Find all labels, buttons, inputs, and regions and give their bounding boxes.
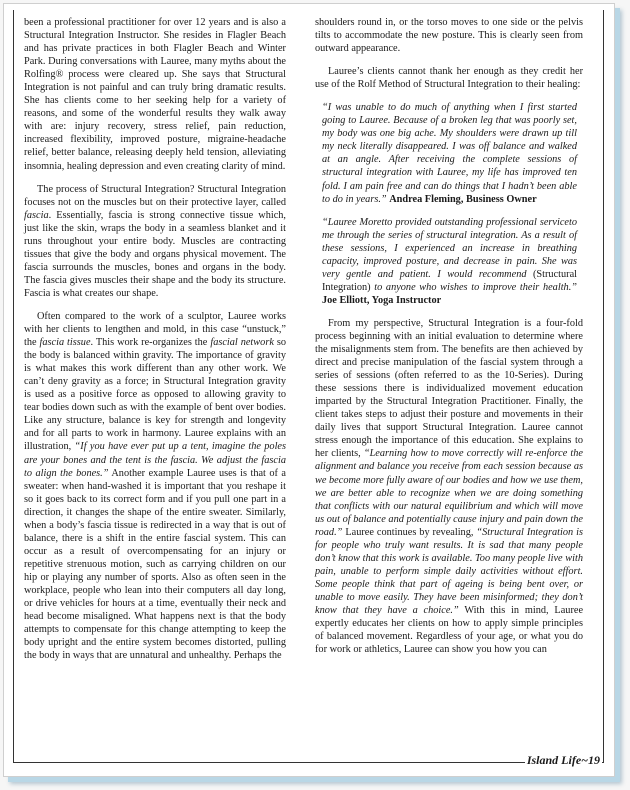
left-paragraph-3: Often compared to the work of a sculptor, Lauree works with her clients to lengthen and mold, in this case “unstuck,” the fascia tissue. This work re-organizes the fascial network so the body is balanced within gravity. The importance of gravity is what makes this work different than any other work. We can’t deny gravity as a force; in Structural Integration gravity is used as a positive force as opposed to allowing gravity to tear bodies down such as with the example of bent over bodies. Like any structure, balance is key for strength and longevity and for all parts to work in harmony. Lauree explains with an illustration, “If you have ever put up a tent, imagine the poles are your bones and the tent is the fascia. We adjust the fascia to align the bones.” Another example Lauree uses is that of a sweater: when hand-washed it is important that you reshape it so it goes back to its correct form and if you pull one part in a direction, it changes the shape of the entire sweater. Similarly, when a body’s fascia tissue is redirected in a way that is out of balance, there is a shift in the entire fascial system. This can occur as a result of overcompensating for an injury or repetitive strenuous motion, such as carrying children on our hip or playing any number of sports. Also as often seen in the workplace, people who lean into their computers all day long, or drive vehicles for hours at a time, eventually their neck and head become misaligned. What happens next is that the body attempts to compensate for this change attempting to keep the body upright and the entire system becomes distorted, pulling the body in ways that are unnatural and unhealthy. Perhaps the <box>24 310 287 662</box>
right-paragraph-3: From my perspective, Structural Integration is a four-fold process beginning with an initial evaluation to determine where the misalignments stem from. The benefits are then achieved by direct and precise manipulation of the fascial system through a series of sessions (often referred to as the 10-Series). During these sessions there is individualized movement education imparted by the Structural Integration Practitioner. Finally, the client takes steps to adjust their posture and movements in their daily lives that support Structural Integration. Lauree cannot stress enough the importance of this education. She explains to her clients, “Learning how to move correctly will re-enforce the alignment and balance you receive from each session because as we become more fully aware of our bodies and how we use them, we are better able to recognize when we are doing something that conflicts with our natural equilibrium and which will move us out of balance and potentially cause injury and pain down the road.” Lauree continues by revealing, “Structural Integration is for people who truly want results. It is sad that many people don’t know that this work is available. Too many people live with pain, unable to perform simple daily activities without effort. Some people think that part of ageing is being bent over, or unable to move easily. They have been misinformed; they don’t know that they have a choice.” With this in mind, Lauree expertly educates her clients on how to apply simple principles of balanced movement. Regardless of your age, or what you do for work or athletics, Lauree can show you how you can <box>315 317 584 656</box>
magazine-page <box>3 3 615 777</box>
right-paragraph-1: shoulders round in, or the torso moves to one side or the pelvis tilts to accommodate the new posture. This is clearly seen from outward appearance. <box>315 17 583 55</box>
left-paragraph-1: been a professional practitioner for over 12 years and is also a Structural Integration Instructor. She resides in Flagler Beach and has private practices in both Flagler Beach and Winter Park. During conversations with Lauree, many myths about the Rolfing® process were cleared up. She says that Structural Integration is not painful and can truly bring dramatic results. She has clients come to her seeking help for a variety of reasons, and some of the wonderful results they walk away with are: injury recovery, stress relief, pain reduction, increased flexibility, improved posture, migraine-headache relief, better balance, releasing deeply held tension, alleviating insomnia, healing depression and even creating clarity of mind. <box>24 17 286 172</box>
right-paragraph-2: Lauree’s clients cannot thank her enough as they credit her use of the Rolf Method of Structural Integration to their healing: <box>315 66 583 91</box>
testimonial-2-author: Joe Elliott, Yoga Instructor <box>322 294 442 306</box>
testimonial-1: “I was unable to do much of anything when I first started going to Lauree. Because of a broken leg that was poorly set, my body was one big ache. My shoulders were drawn up till my neck literally disappeared. I was off balance and walked at an angle. After receiving the complete sessions of structural integration with Lauree, my life has improved ten fold. I am pain free and can do things that I hadn’t been able to do in years.” Andrea Fleming, Business Owner <box>322 102 577 205</box>
left-column <box>24 16 286 672</box>
testimonial-1-author: Andrea Fleming, Business Owner <box>389 193 537 205</box>
right-column <box>315 16 583 666</box>
testimonial-2: “Lauree Moretto provided outstanding professional serviceto me through the series of structural integration. As a result of these sessions, I experienced an increase in breathing capacity, improved posture, and decrease in pain. She was very gentle and patient. I would recommend (Structural Integration) to anyone who wishes to improve their health.” Joe Elliott, Yoga Instructor <box>322 216 578 306</box>
left-paragraph-2: The process of Structural Integration? Structural Integration focuses not on the muscles but on their protective layer, called fascia. Essentially, fascia is strong connective tissue which, just like the skin, wraps the body in a seamless blanket and it runs throughout your entire body. Muscles are contracting tissues that give the body and organs physical movement. The fascia surrounds the muscles, bones and organs in the body. The fascia gives muscles their shape and the body its structure. Fascia is what creates our shape. <box>24 183 286 299</box>
page-footer: Island Life~19 <box>526 753 600 767</box>
